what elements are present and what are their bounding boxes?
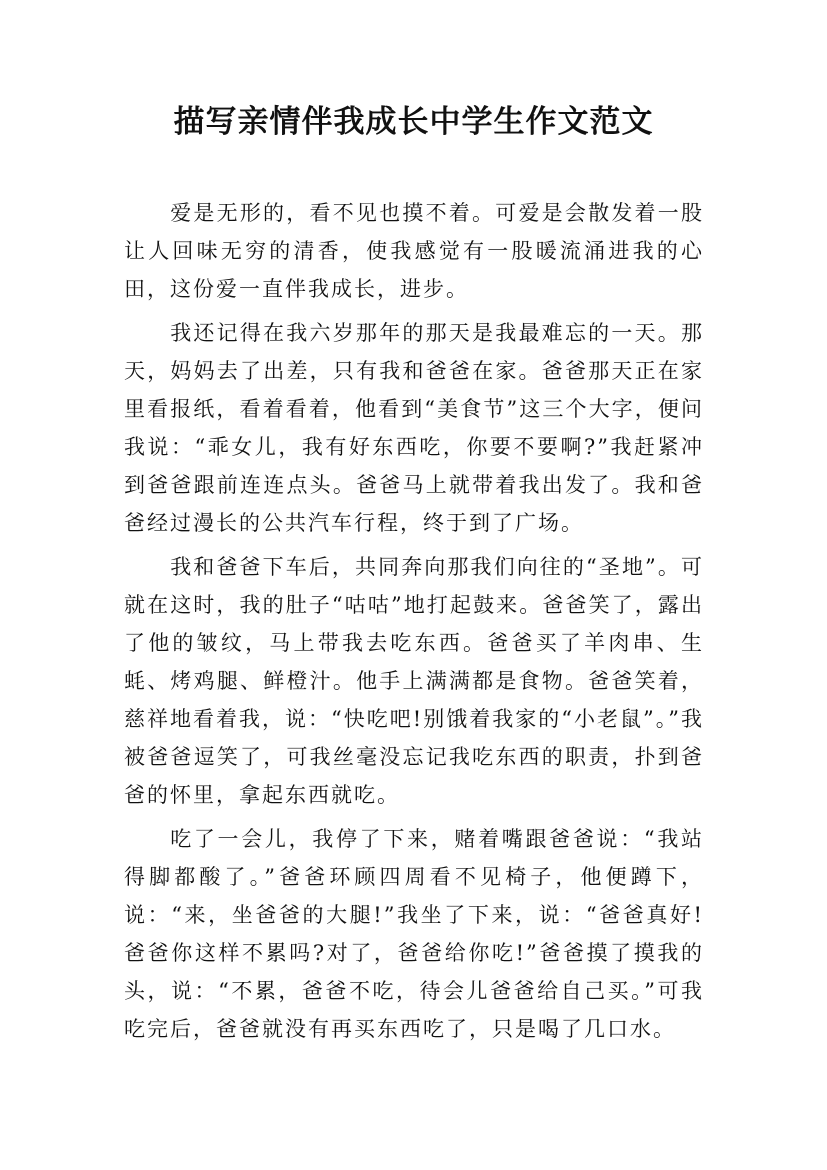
paragraph-4: 吃了一会儿，我停了下来，赌着嘴跟爸爸说：“我站得脚都酸了。”爸爸环顾四周看不见椅子，他便蹲下，说：“来，坐爸爸的大腿!”我坐了下来，说：“爸爸真好!爸爸你这样不累吗?对了，爸爸给你吃!”爸爸摸了摸我的头，说：“不累，爸爸不吃，待会儿爸爸给自己买。”可我吃完后，爸爸就没有再买东西吃了，只是喝了几口水。 <box>124 827 704 1041</box>
paragraph-2: 我还记得在我六岁那年的那天是我最难忘的一天。那天，妈妈去了出差，只有我和爸爸在家。爸爸那天正在家里看报纸，看着看着，他看到“美食节”这三个大字，便问我说：“乖女儿，我有好东西吃，你要不要啊?”我赶紧冲到爸爸跟前连连点头。爸爸马上就带着我出发了。我和爸爸经过漫长的公共汽车行程，终于到了广场。 <box>124 321 704 535</box>
document-title: 描写亲情伴我成长中学生作文范文 <box>173 104 654 140</box>
paragraph-1: 爱是无形的，看不见也摸不着。可爱是会散发着一股让人回味无穷的清香，使我感觉有一股暖流涌进我的心田，这份爱一直伴我成长，进步。 <box>124 201 704 301</box>
paragraph-3: 我和爸爸下车后，共同奔向那我们向往的“圣地”。可就在这时，我的肚子“咕咕”地打起鼓来。爸爸笑了，露出了他的皱纹，马上带我去吃东西。爸爸买了羊肉串、生蚝、烤鸡腿、鲜橙汁。他手上满满都是食物。爸爸笑着，慈祥地看着我，说：“快吃吧!别饿着我家的“小老鼠”。”我被爸爸逗笑了，可我丝毫没忘记我吃东西的职责，扑到爸爸的怀里，拿起东西就吃。 <box>124 555 704 807</box>
document-body <box>124 194 704 1054</box>
